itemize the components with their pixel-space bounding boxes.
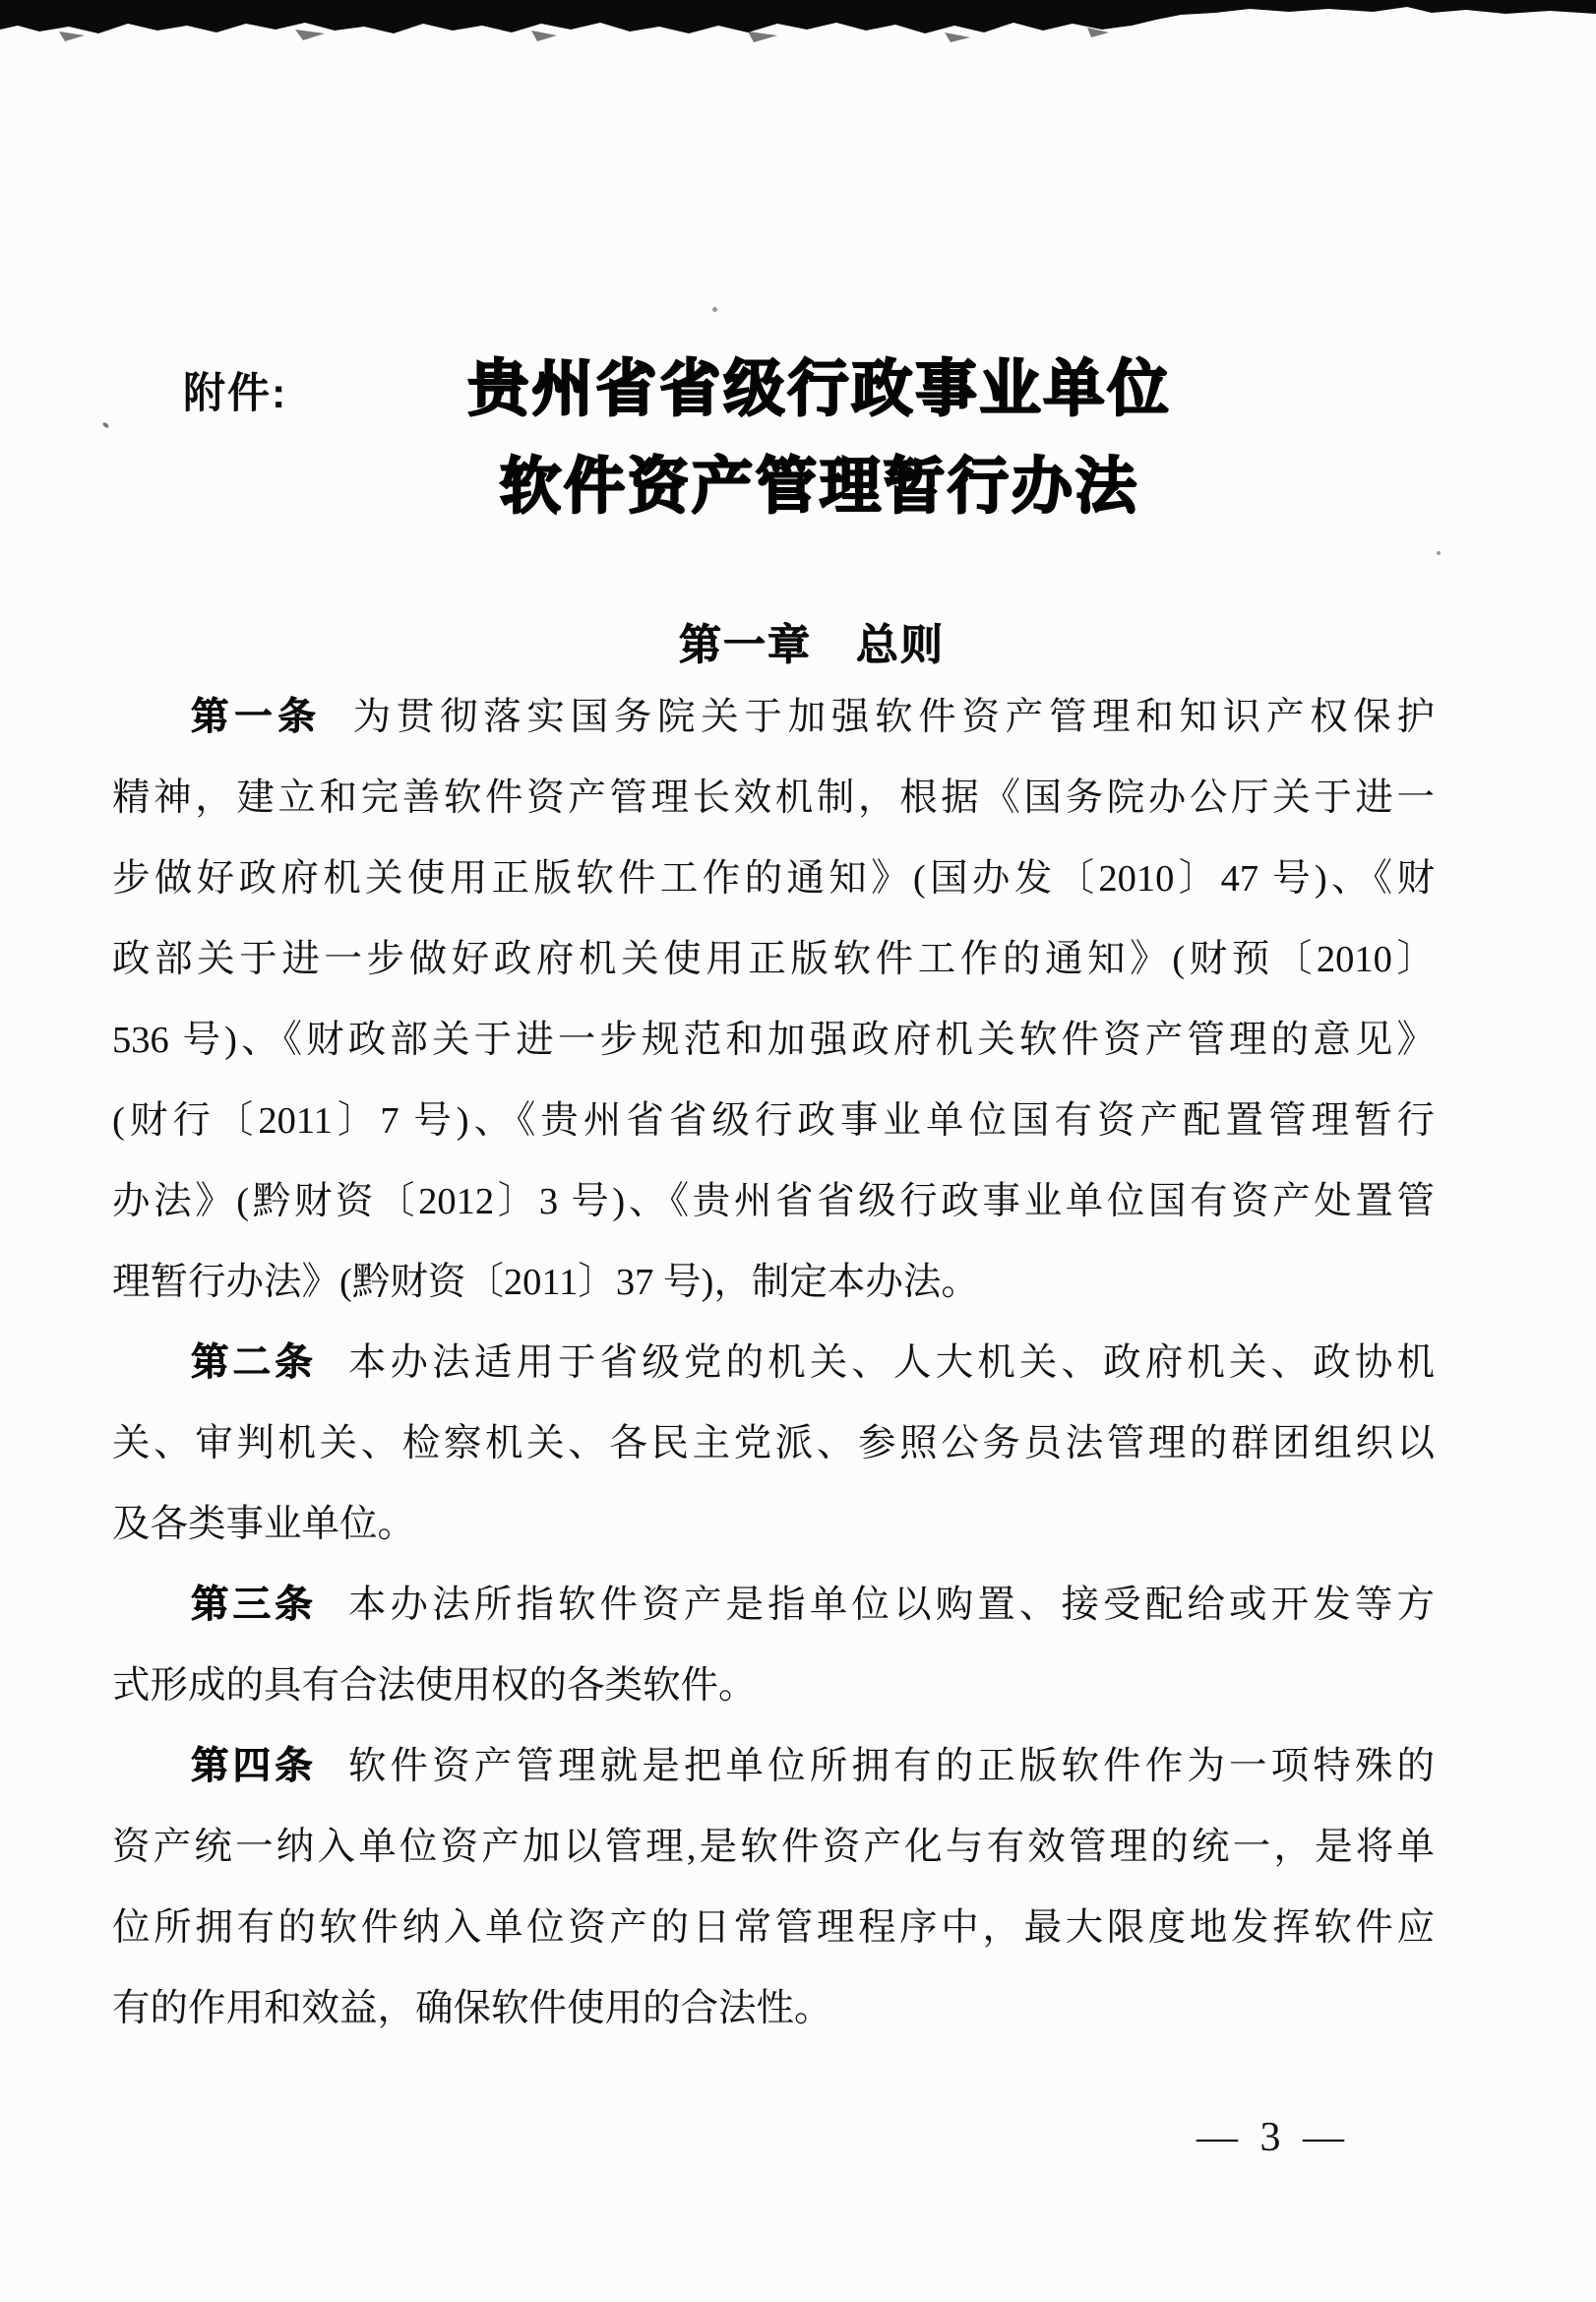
paragraph bbox=[112, 1323, 1435, 1565]
text-line: 有的作用和效益，确保软件使用的合法性。 bbox=[112, 1988, 832, 2029]
scan-band-graphic bbox=[0, 0, 1596, 47]
text-line: 第四条 软件资产管理就是把单位所拥有的正版软件作为一项特殊的 bbox=[191, 1745, 1435, 1787]
text-line: 位所拥有的软件纳入单位资产的日常管理程序中，最大限度地发挥软件应 bbox=[112, 1907, 1435, 1949]
paragraph bbox=[112, 1565, 1435, 1726]
document-body bbox=[112, 677, 1435, 2049]
document-title-line-2: 软件资产管理暂行办法 bbox=[499, 453, 1139, 521]
document-title-line-1: 贵州省省级行政事业单位 bbox=[467, 355, 1172, 423]
article-term: 第一条 bbox=[191, 696, 322, 738]
scan-speck bbox=[1437, 551, 1441, 555]
text-line: 第一条 为贯彻落实国务院关于加强软件资产管理和知识产权保护 bbox=[191, 696, 1435, 738]
text-line: 步做好政府机关使用正版软件工作的通知》(国办发〔2010〕47 号)、《财 bbox=[112, 858, 1435, 900]
text-line: 关、审判机关、检察机关、各民主党派、参照公务员法管理的群团组织以 bbox=[112, 1423, 1435, 1464]
document-title bbox=[22, 341, 1596, 535]
scan-artifact-band bbox=[0, 0, 1596, 47]
text-line: 式形成的具有合法使用权的各类软件。 bbox=[112, 1665, 757, 1707]
page-number: — 3 — bbox=[1197, 2115, 1350, 2160]
attachment-label: 附件: bbox=[183, 370, 288, 417]
paragraph bbox=[112, 677, 1435, 1323]
scan-speck bbox=[712, 307, 717, 312]
article-term: 第四条 bbox=[191, 1745, 317, 1787]
article-term: 第三条 bbox=[191, 1584, 317, 1626]
text-line: (财行〔2011〕7 号)、《贵州省省级行政事业单位国有资产配置管理暂行 bbox=[112, 1100, 1435, 1142]
text-line: 理暂行办法》(黔财资〔2011〕37 号)，制定本办法。 bbox=[112, 1262, 979, 1303]
text-line: 精神，建立和完善软件资产管理长效机制，根据《国务院办公厅关于进一 bbox=[112, 778, 1435, 819]
text-line: 及各类事业单位。 bbox=[112, 1504, 416, 1545]
text-line: 办法》(黔财资〔2012〕3 号)、《贵州省省级行政事业单位国有资产处置管 bbox=[112, 1181, 1435, 1222]
text-line: 第三条 本办法所指软件资产是指单位以购置、接受配给或开发等方 bbox=[191, 1584, 1435, 1626]
paragraph bbox=[112, 1726, 1435, 2049]
text-line: 第二条 本办法适用于省级党的机关、人大机关、政府机关、政协机 bbox=[191, 1341, 1435, 1384]
text-line: 政部关于进一步做好政府机关使用正版软件工作的通知》(财预〔2010〕 bbox=[112, 939, 1435, 980]
article-term: 第二条 bbox=[191, 1341, 317, 1384]
text-line: 536 号)、《财政部关于进一步规范和加强政府机关软件资产管理的意见》 bbox=[112, 1020, 1435, 1061]
chapter-heading: 第一章 总则 bbox=[679, 622, 945, 669]
text-line: 资产统一纳入单位资产加以管理,是软件资产化与有效管理的统一，是将单 bbox=[112, 1827, 1435, 1868]
